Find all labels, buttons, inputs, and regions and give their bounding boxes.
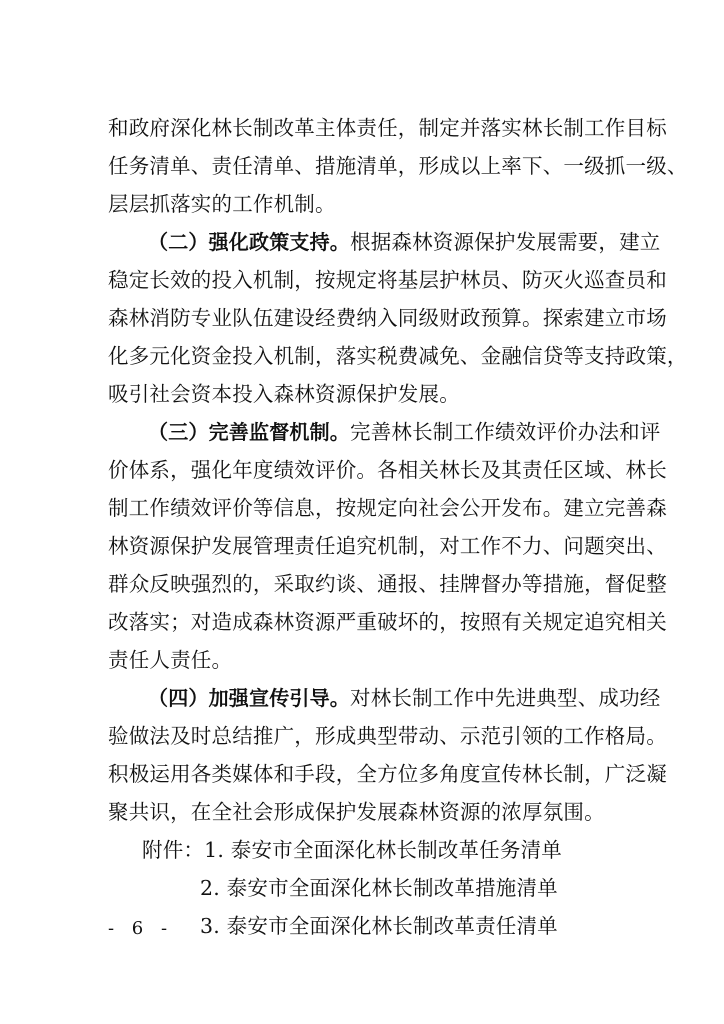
section-heading: （四）加强宣传引导。 [148, 686, 350, 710]
paragraph-line: 和政府深化林长制改革主体责任，制定并落实林长制工作目标 [108, 116, 667, 140]
paragraph-line: 林资源保护发展管理责任追究机制，对工作不力、问题突出、 [108, 534, 667, 558]
paragraph-line: 制工作绩效评价等信息，按规定向社会公开发布。建立完善森 [108, 496, 667, 520]
section-text: 对林长制工作中先进典型、成功经 [350, 686, 661, 710]
paragraph-line: 层层抓落实的工作机制。 [108, 192, 336, 216]
section-heading: （二）强化政策支持。 [148, 230, 350, 254]
section-heading: （三）完善监督机制。 [148, 420, 350, 444]
paragraph-line: 验做法及时总结推广，形成典型带动、示范引领的工作格局。 [108, 724, 667, 748]
attachment-item: 1. 泰安市全面深化林长制改革任务清单 [204, 838, 562, 862]
attachment-item: 3. 泰安市全面深化林长制改革责任清单 [200, 914, 558, 938]
paragraph-line: 聚共识，在全社会形成保护发展森林资源的浓厚氛围。 [108, 800, 605, 824]
paragraph-line: 任务清单、责任清单、措施清单，形成以上率下、一级抓一级、 [108, 154, 688, 178]
attachment-item: 2. 泰安市全面深化林长制改革措施清单 [200, 876, 558, 900]
paragraph-line: 森林消防专业队伍建设经费纳入同级财政预算。探索建立市场 [108, 306, 667, 330]
paragraph-line: 责任人责任。 [108, 648, 233, 672]
paragraph-line: 改落实；对造成森林资源严重破坏的，按照有关规定追究相关 [108, 610, 667, 634]
section-first-line [148, 682, 661, 714]
paragraph-line: 稳定长效的投入机制，按规定将基层护林员、防灭火巡查员和 [108, 268, 667, 292]
section-first-line [148, 226, 661, 258]
paragraph-line: 群众反映强烈的，采取约谈、通报、挂牌督办等措施，督促整 [108, 572, 667, 596]
page-number: - 6 - [108, 918, 174, 939]
attachment-line [142, 834, 562, 866]
attachments-label: 附件： [142, 838, 205, 862]
paragraph-line: 化多元化资金投入机制，落实税费减免、金融信贷等支持政策， [108, 344, 688, 368]
section-first-line [148, 416, 661, 448]
paragraph-line: 价体系，强化年度绩效评价。各相关林长及其责任区域、林长 [108, 458, 667, 482]
paragraph-line: 吸引社会资本投入森林资源保护发展。 [108, 382, 460, 406]
section-text: 完善林长制工作绩效评价办法和评 [350, 420, 661, 444]
paragraph-line: 积极运用各类媒体和手段，全方位多角度宣传林长制，广泛凝 [108, 762, 667, 786]
section-text: 根据森林资源保护发展需要，建立 [350, 230, 661, 254]
